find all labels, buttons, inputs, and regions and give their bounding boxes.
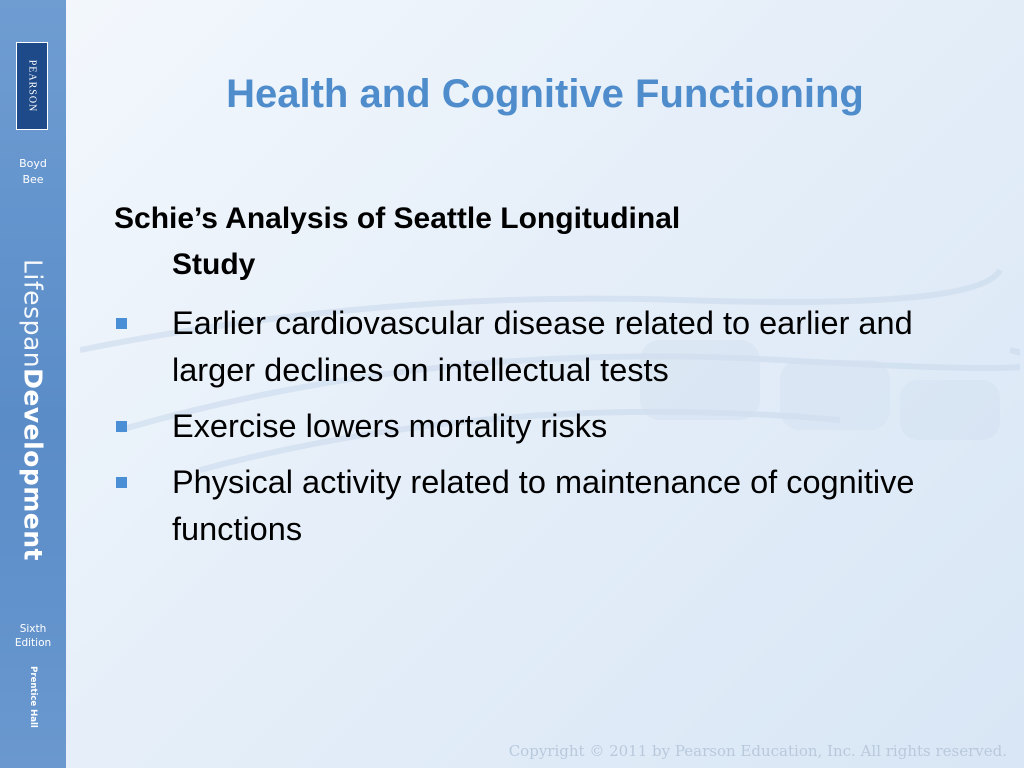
list-item	[114, 403, 964, 450]
section-heading	[114, 196, 934, 288]
square-bullet-icon	[116, 477, 127, 488]
book-title-light: Lifespan	[18, 259, 48, 369]
pearson-logo	[16, 42, 48, 130]
authors	[0, 156, 66, 188]
bullet-text: Earlier cardiovascular disease related to earlier and larger declines on intellectual tests	[172, 305, 913, 388]
publisher: Prentice Hall	[28, 666, 38, 728]
edition-line-1: Sixth	[19, 623, 47, 635]
book-title	[19, 259, 48, 561]
list-item	[114, 300, 964, 394]
square-bullet-icon	[116, 421, 127, 432]
copyright-notice: Copyright © 2011 by Pearson Education, Inc. All rights reserved.	[508, 742, 1007, 760]
square-bullet-icon	[116, 318, 127, 329]
bullet-text: Exercise lowers mortality risks	[172, 408, 608, 444]
book-title-bold: Development	[18, 368, 48, 561]
section-heading-line-1: Schie’s Analysis of Seattle Longitudinal	[114, 202, 681, 235]
edition	[0, 622, 66, 650]
list-item	[114, 459, 964, 553]
section-heading-line-2: Study	[172, 248, 256, 281]
pearson-logo-text: PEARSON	[26, 59, 38, 113]
author-2: Bee	[22, 173, 44, 186]
bullet-text: Physical activity related to maintenance of cognitive functions	[172, 464, 915, 547]
slide-title: Health and Cognitive Functioning	[226, 72, 864, 116]
book-sidebar	[0, 0, 66, 768]
bullet-list	[114, 300, 964, 562]
author-1: Boyd	[19, 157, 47, 170]
edition-line-2: Edition	[14, 637, 52, 649]
